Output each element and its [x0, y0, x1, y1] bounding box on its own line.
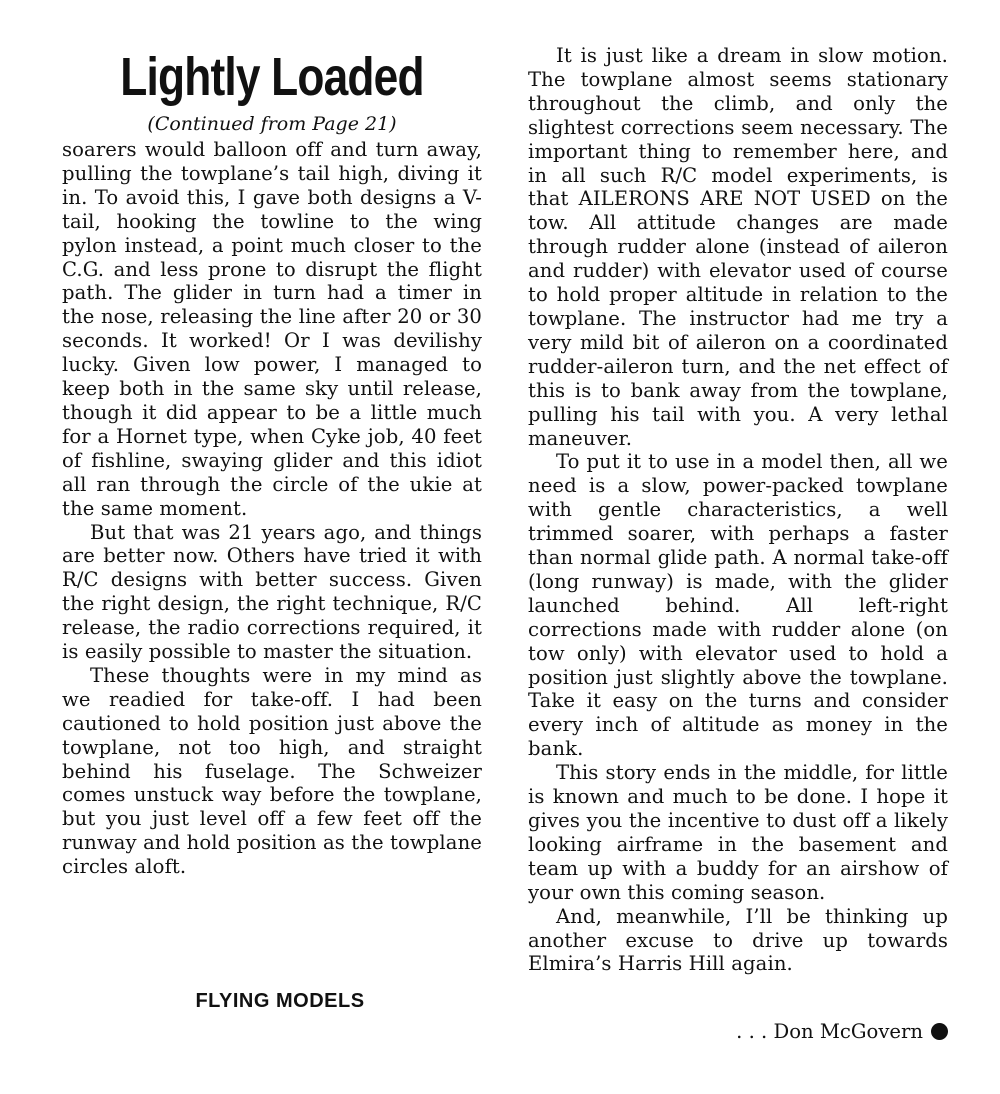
- left-paragraph-2: But that was 21 years ago, and things are better now. Others have tried it with R/C designs with better success. Given the right design, the right technique, R/C release, the radio corrections required, it is easily possible to master the situation.: [62, 520, 482, 664]
- author-name: . . . Don McGovern: [736, 1020, 923, 1043]
- left-paragraph-1: soarers would balloon off and turn away, pulling the towplane’s tail high, diving it in. To avoid this, I gave both designs a V-tail, hooking the towline to the wing pylon instead, a point much closer to the C.G. and less prone to disrupt the flight path. The glider in turn had a timer in the nose, releasing the line after 20 or 30 seconds. It worked! Or I was devilishy lucky. Given low power, I managed to keep both in the same sky until release, though it did appear to be a little much for a Hornet type, when Cyke job, 40 feet of fishline, swaying glider and this idiot all ran through the circle of the ukie at the same moment.: [62, 138, 482, 520]
- continued-note: (Continued from Page 21): [147, 113, 397, 135]
- left-paragraph-3: These thoughts were in my mind as we readied for take-off. I had been cautioned to hold position just above the towplane, not too high, and straight behind his fuselage. The Schweizer comes unstuck way before the towplane, but you just level off a few feet off the runway and hold position as the towplane circles aloft.: [62, 663, 482, 879]
- right-paragraph-3: This story ends in the middle, for little is known and much to be done. I hope it gives you the incentive to dust off a likely looking airframe in the basement and team up with a buddy for an airshow of your own this coming season.: [528, 761, 948, 904]
- right-paragraph-1: It is just like a dream in slow motion. The towplane almost seems stationary throughout the climb, and only the slightest corrections seem necessary. The important thing to remember here, and in all such R/C model experiments, is that AILERONS ARE NOT USED on the tow. All attitude changes are made through rudder alone (instead of aileron and rudder) with elevator used of course to hold proper altitude in relation to the towplane. The instructor had me try a very mild bit of aileron on a coordinated rudder-aileron turn, and the net effect of this is to bank away from the towplane, pulling his tail with you. A very lethal maneuver.: [528, 44, 948, 450]
- left-column: [62, 138, 482, 879]
- author-signature: [528, 1020, 948, 1044]
- article-headline: Lightly Loaded: [120, 47, 424, 107]
- end-bullet-icon: [931, 1023, 948, 1040]
- right-paragraph-2: To put it to use in a model then, all we need is a slow, power-packed towplane with gentle characteristics, a well trimmed soarer, with perhaps a faster than normal glide path. A normal take-off (long runway) is made, with the glider launched behind. All left-right corrections made with rudder alone (on tow only) with elevator used to hold a position just slightly above the towplane. Take it easy on the turns and consider every inch of altitude as money in the bank.: [528, 450, 948, 761]
- right-column: [528, 44, 948, 976]
- right-paragraph-4: And, meanwhile, I’ll be thinking up another excuse to drive up towards Elmira’s Harris Hill again.: [528, 904, 948, 976]
- magazine-name: FLYING MODELS: [195, 990, 365, 1012]
